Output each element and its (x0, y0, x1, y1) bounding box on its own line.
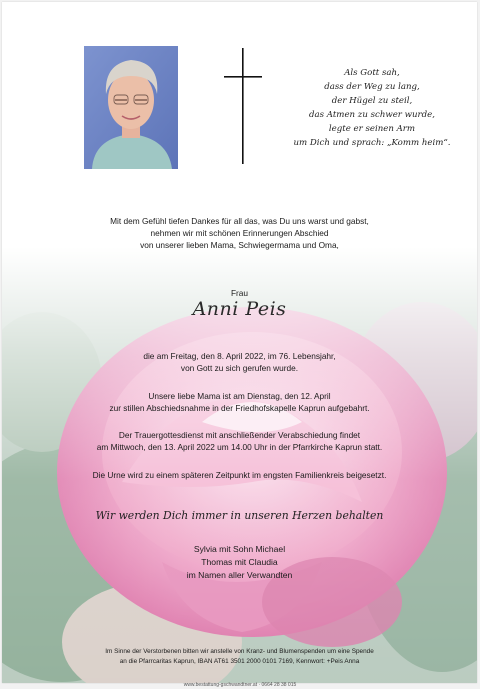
service-line: Der Trauergottesdienst mit anschließender Verabschiedung findet (118, 430, 361, 440)
cross-icon (222, 48, 264, 164)
poem-line: legte er seinen Arm (328, 124, 416, 134)
funeral-home-credit: www.bestattung-gschwandtner.at · 0664 28 38 015 (183, 682, 297, 688)
poem (272, 66, 472, 150)
intro-line: Mit dem Gefühl tiefen Dankes für all das, was Du uns warst und gabst, (110, 216, 369, 226)
deceased-name: Anni Peis (192, 298, 287, 320)
viewing-line: zur stillen Abschiedsnahme in der Friedhofskapelle Kaprun aufgebahrt. (109, 403, 370, 414)
motto: Wir werden Dich immer in unseren Herzen behalten (95, 509, 384, 522)
family-line: Sylvia mit Sohn Michael (193, 544, 286, 554)
death-notice (2, 350, 477, 374)
family-signatures (2, 543, 477, 583)
obituary-card (2, 2, 477, 683)
viewing-line: Unsere liebe Mama ist am Dienstag, den 12. April (148, 391, 331, 401)
family-line: im Namen aller Verwandten (186, 570, 293, 581)
intro-line: nehmen wir mit schönen Erinnerungen Abschied (150, 228, 329, 239)
donation-line: an die Pfarrcaritas Kaprun, IBAN AT61 3501 2000 0101 7169, Kennwort: +Peis Anna (119, 658, 360, 665)
family-line: Thomas mit Claudia (201, 557, 278, 568)
urn-line: Die Urne wird zu einem späteren Zeitpunkt im engsten Familienkreis beigesetzt. (92, 470, 387, 480)
poem-line: der Hügel zu steil, (331, 96, 413, 106)
service-notice (2, 429, 477, 453)
intro-text (2, 215, 477, 252)
death-notice-line: von Gott zu sich gerufen wurde. (180, 363, 299, 374)
urn-notice (2, 469, 477, 481)
death-notice-line: die am Freitag, den 8. April 2022, im 76. Lebensjahr, (143, 351, 336, 361)
viewing-notice (2, 390, 477, 414)
salutation: Frau (230, 288, 249, 298)
poem-line: Als Gott sah, (344, 68, 400, 78)
poem-line: das Atmen zu schwer wurde, (309, 110, 435, 120)
poem-line: dass der Weg zu lang, (324, 82, 420, 92)
service-line: am Mittwoch, den 13. April 2022 um 14.00 Uhr in der Pfarrkirche Kaprun statt. (96, 442, 383, 453)
donation-note (2, 647, 477, 667)
poem-line: um Dich und sprach: „Komm heim“. (293, 138, 451, 148)
portrait-photo (84, 46, 178, 169)
donation-line: Im Sinne der Verstorbenen bitten wir anstelle von Kranz- und Blumenspenden um eine Spende (105, 648, 374, 655)
intro-line: von unserer lieben Mama, Schwiegermama und Oma, (140, 240, 339, 251)
